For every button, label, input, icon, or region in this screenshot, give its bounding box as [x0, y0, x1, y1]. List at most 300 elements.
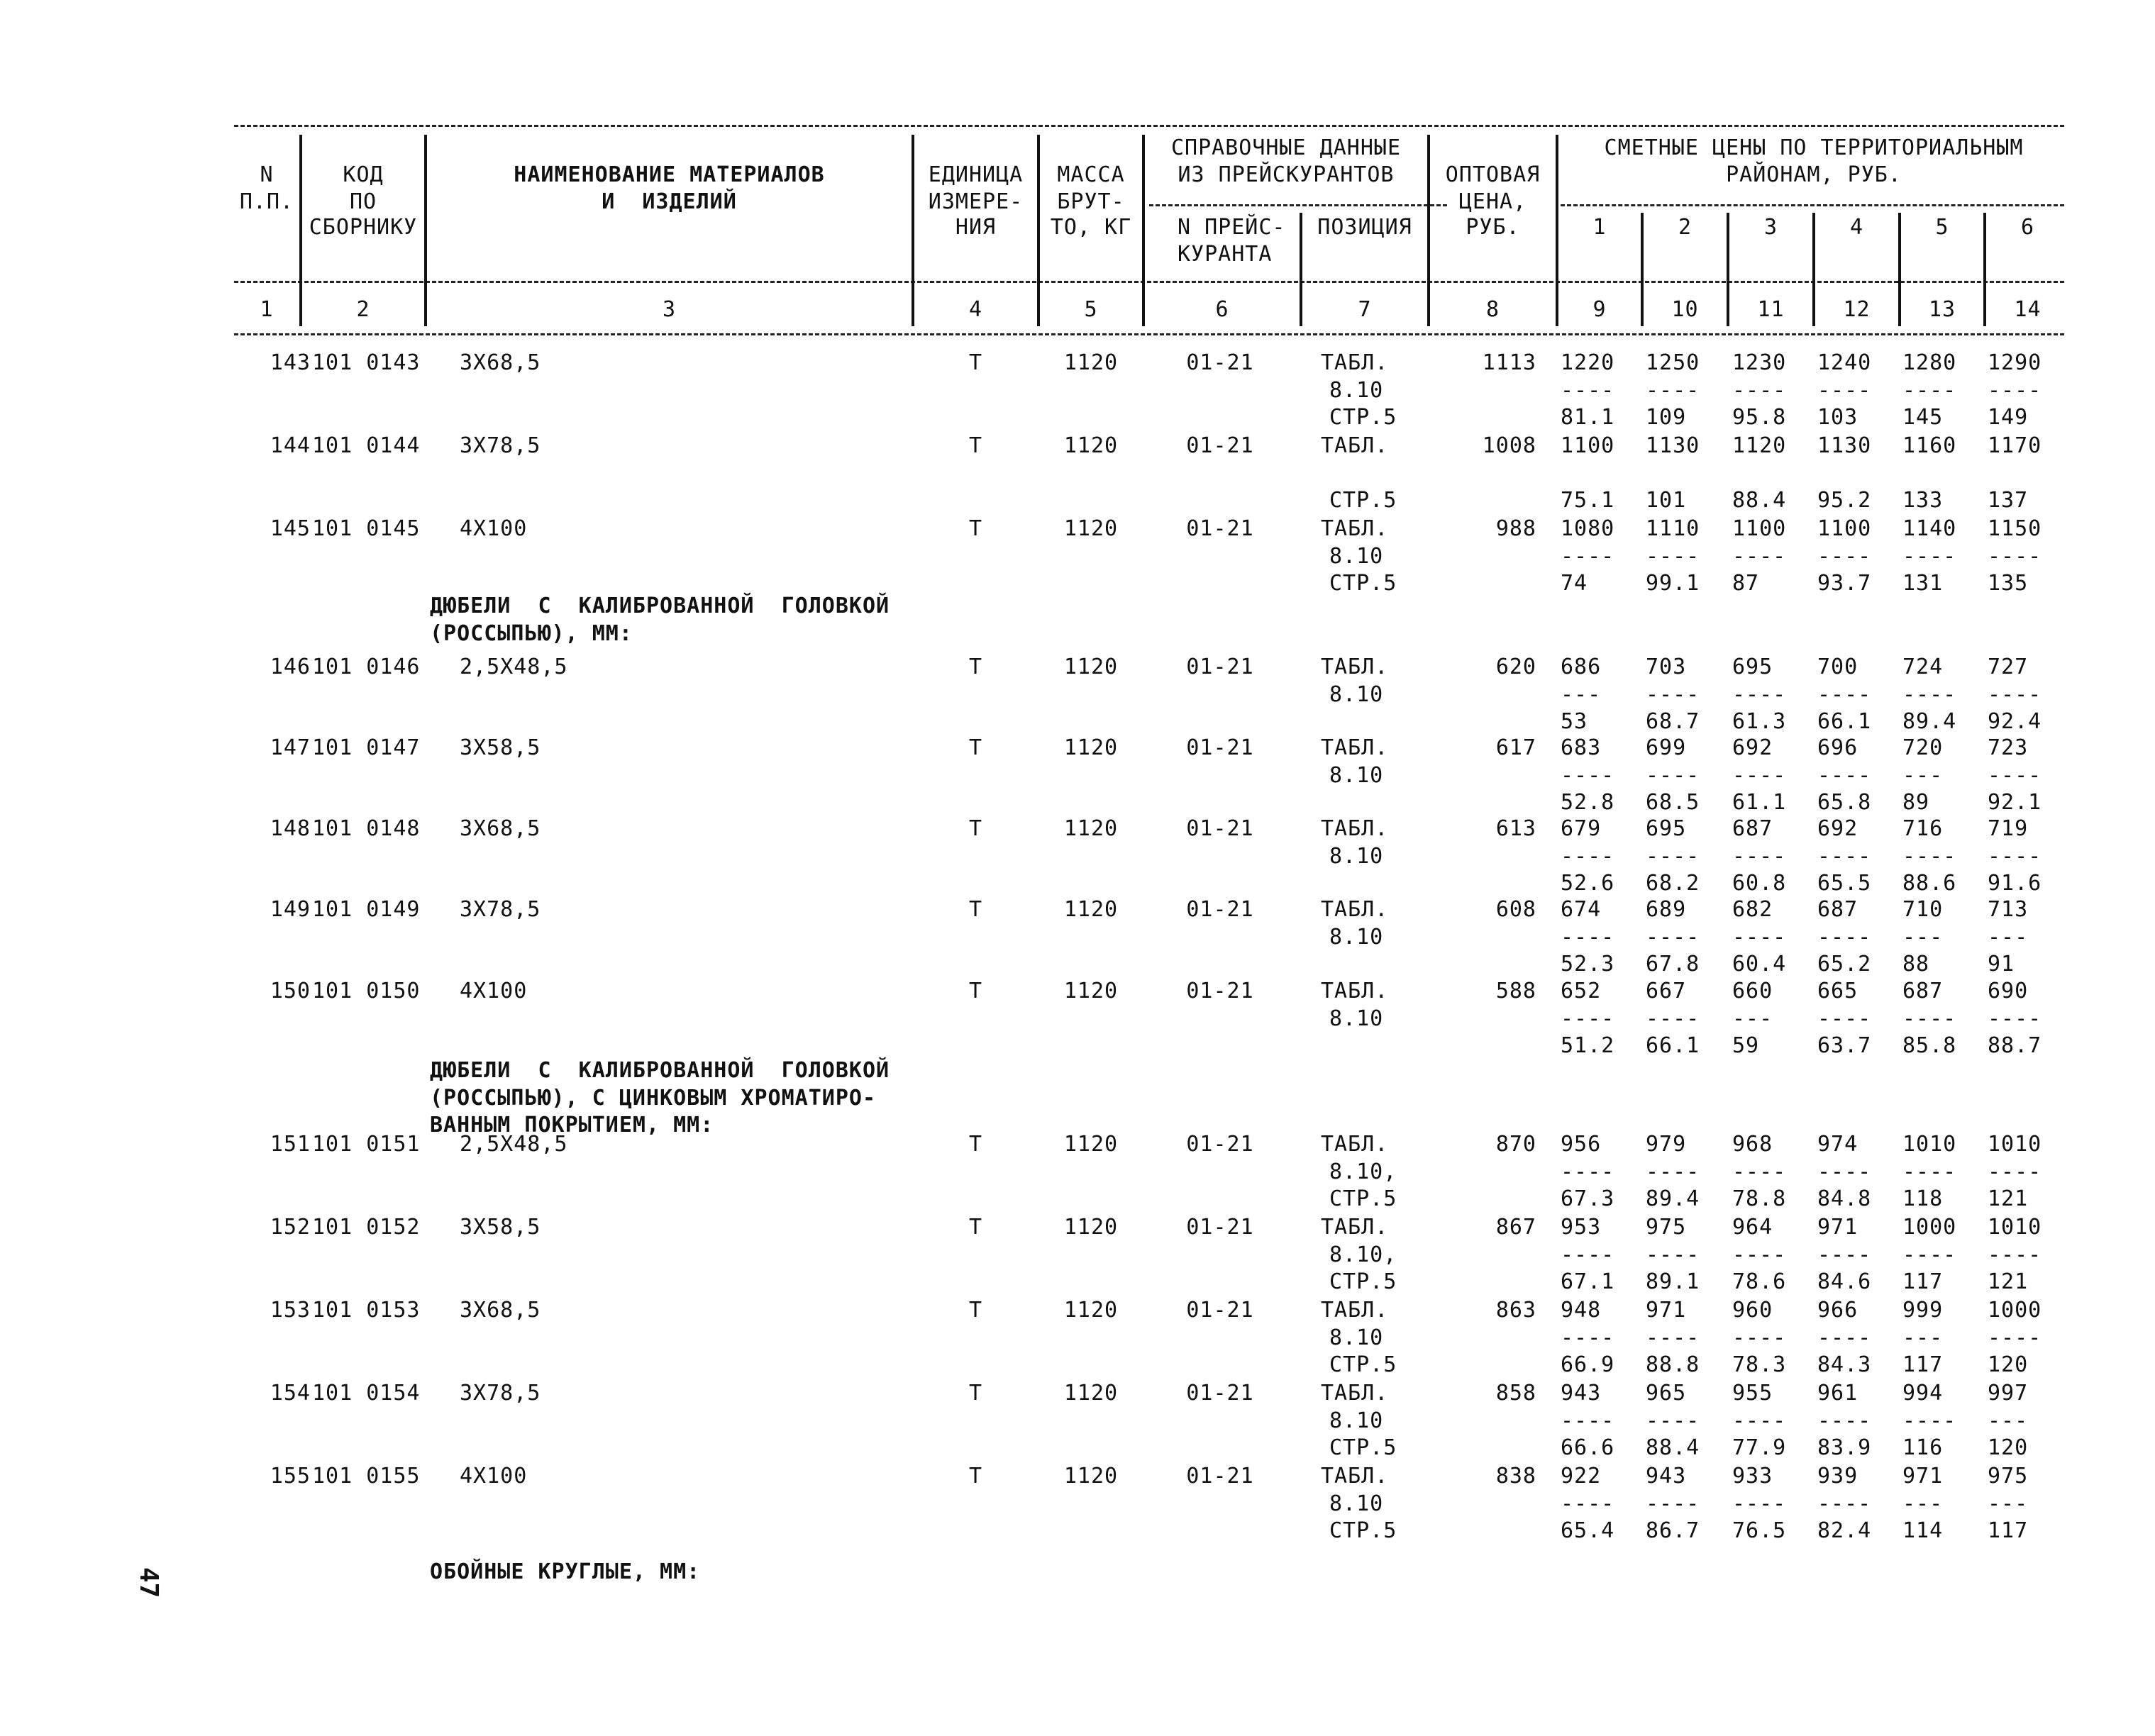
- row-price-dash: ----: [1817, 1491, 1872, 1516]
- row-code: 101 0144: [312, 433, 421, 458]
- row-wholesale: 613: [1495, 816, 1536, 841]
- row-price-sub: 67.1: [1561, 1269, 1615, 1294]
- row-unit: Т: [968, 1464, 983, 1489]
- row-price-dash: ----: [1561, 762, 1615, 788]
- row-price: 997: [1988, 1381, 2029, 1406]
- row-price-dash: ---: [1561, 681, 1602, 707]
- row-mass: 1120: [1063, 735, 1119, 760]
- row-price-sub: 59: [1732, 1033, 1760, 1058]
- row-price-dash: ----: [1561, 543, 1615, 569]
- row-price-sub: 88.4: [1732, 488, 1787, 513]
- row-unit: Т: [968, 897, 983, 922]
- header-price-group-line1: СМЕТНЫЕ ЦЕНЫ ПО ТЕРРИТОРИАЛЬНЫМ: [1604, 135, 2024, 160]
- row-position: ТАБЛ.: [1321, 350, 1389, 375]
- row-price-sub: 83.9: [1817, 1435, 1872, 1460]
- row-price: 994: [1902, 1381, 1944, 1406]
- row-unit: Т: [968, 1132, 983, 1157]
- row-price-sub: 89.1: [1646, 1269, 1700, 1294]
- row-price-sub: 120: [1988, 1352, 2029, 1377]
- row-price-sub: 109: [1646, 405, 1687, 430]
- row-price: 696: [1817, 735, 1858, 760]
- row-name: 3X58,5: [460, 735, 541, 760]
- row-price: 955: [1732, 1381, 1773, 1406]
- row-price: 686: [1561, 655, 1602, 679]
- header-col5-line3: ТО, КГ: [1050, 215, 1132, 240]
- header-col6-line1: N ПРЕЙС-: [1178, 215, 1286, 240]
- row-price: 1230: [1732, 350, 1787, 375]
- row-price: 660: [1732, 979, 1773, 1003]
- row-code: 101 0147: [312, 735, 421, 760]
- row-price-sub: 65.4: [1561, 1518, 1615, 1543]
- row-price: 682: [1732, 897, 1773, 922]
- header-top-rule: [234, 125, 2064, 127]
- row-price-dash: ----: [1732, 1242, 1787, 1267]
- row-position: СТР.5: [1329, 405, 1397, 430]
- row-price-dash: ---: [1902, 1325, 1944, 1350]
- row-mass: 1120: [1063, 350, 1119, 375]
- section-heading: ОБОЙНЫЕ КРУГЛЫЕ, ММ:: [430, 1559, 701, 1584]
- row-position: ТАБЛ.: [1321, 816, 1389, 841]
- row-price-dash: ----: [1902, 843, 1957, 869]
- row-price-dash: ----: [1817, 543, 1872, 569]
- row-price: 689: [1646, 897, 1687, 922]
- row-price: 727: [1988, 655, 2029, 679]
- row-mass: 1120: [1063, 1298, 1119, 1323]
- row-number: 145: [270, 516, 311, 541]
- row-price-dash: ----: [1902, 1006, 1957, 1031]
- row-position: 8.10: [1329, 924, 1384, 950]
- row-position: 8.10: [1329, 1408, 1384, 1433]
- row-price-dash: ----: [1902, 1408, 1957, 1433]
- row-price-dash: ----: [1732, 1325, 1787, 1350]
- row-price: 1250: [1646, 350, 1700, 375]
- row-position: ТАБЛ.: [1321, 897, 1389, 922]
- row-price: 679: [1561, 816, 1602, 841]
- row-price: 1160: [1902, 433, 1957, 458]
- header-region-4: 4: [1849, 215, 1864, 240]
- row-price-dash: ----: [1817, 681, 1872, 707]
- row-name: 2,5X48,5: [460, 1132, 568, 1157]
- row-price-dash: ----: [1646, 843, 1700, 869]
- row-price-dash: ----: [1988, 1006, 2042, 1031]
- row-price-dash: ----: [1817, 1325, 1872, 1350]
- row-position: ТАБЛ.: [1321, 1215, 1389, 1240]
- row-position: 8.10: [1329, 1491, 1384, 1516]
- header-price-group-line2: РАЙОНАМ, РУБ.: [1726, 162, 1902, 187]
- row-price-dash: ----: [1902, 1159, 1957, 1184]
- row-mass: 1120: [1063, 1132, 1119, 1157]
- row-price-dash: ---: [1902, 762, 1944, 788]
- row-price-dash: ----: [1561, 1408, 1615, 1433]
- row-price-dash: ---: [1902, 1491, 1944, 1516]
- row-number: 148: [270, 816, 311, 841]
- row-price-dash: ----: [1988, 1325, 2042, 1350]
- row-position: ТАБЛ.: [1321, 1381, 1389, 1406]
- header-col1-line1: N: [260, 162, 274, 187]
- row-price-sub: 60.4: [1732, 952, 1787, 976]
- row-price: 1290: [1988, 350, 2042, 375]
- row-price-sub: 89.4: [1902, 709, 1957, 734]
- row-pricelist: 01-21: [1186, 516, 1254, 541]
- row-price-sub: 77.9: [1732, 1435, 1787, 1460]
- row-price-sub: 93.7: [1817, 571, 1872, 596]
- row-name: 3X78,5: [460, 1381, 541, 1406]
- row-pricelist: 01-21: [1186, 655, 1254, 679]
- row-price: 1010: [1988, 1215, 2042, 1240]
- row-price-sub: 53: [1561, 709, 1588, 734]
- row-price-sub: 84.6: [1817, 1269, 1872, 1294]
- row-code: 101 0143: [312, 350, 421, 375]
- header-col2-line2: ПО: [349, 189, 377, 214]
- row-price-sub: 81.1: [1561, 405, 1615, 430]
- row-wholesale: 867: [1495, 1215, 1536, 1240]
- row-name: 3X68,5: [460, 816, 541, 841]
- row-price: 1010: [1902, 1132, 1957, 1157]
- row-wholesale: 1008: [1482, 433, 1536, 458]
- row-price: 687: [1732, 816, 1773, 841]
- row-pricelist: 01-21: [1186, 1381, 1254, 1406]
- row-unit: Т: [968, 655, 983, 679]
- row-code: 101 0145: [312, 516, 421, 541]
- row-price-dash: ----: [1646, 681, 1700, 707]
- row-price-sub: 101: [1646, 488, 1687, 513]
- header-col4-line2: ИЗМЕРЕ-: [928, 189, 1024, 214]
- row-price: 1010: [1988, 1132, 2042, 1157]
- row-price-sub: 120: [1988, 1435, 2029, 1460]
- row-unit: Т: [968, 433, 983, 458]
- header-col-number: 2: [356, 297, 370, 322]
- row-price-dash: ----: [1988, 843, 2042, 869]
- row-price-dash: ----: [1988, 1242, 2042, 1267]
- row-number: 154: [270, 1381, 311, 1406]
- row-price: 975: [1988, 1464, 2029, 1489]
- row-code: 101 0149: [312, 897, 421, 922]
- row-price: 974: [1817, 1132, 1858, 1157]
- row-name: 4X100: [460, 516, 528, 541]
- row-unit: Т: [968, 1298, 983, 1323]
- row-price: 703: [1646, 655, 1687, 679]
- row-price-sub: 117: [1902, 1269, 1944, 1294]
- row-price: 667: [1646, 979, 1687, 1003]
- row-wholesale: 863: [1495, 1298, 1536, 1323]
- row-wholesale: 988: [1495, 516, 1536, 541]
- row-price: 687: [1817, 897, 1858, 922]
- row-number: 143: [270, 350, 311, 375]
- row-mass: 1120: [1063, 1215, 1119, 1240]
- section-heading: ВАННЫМ ПОКРЫТИЕМ, ММ:: [430, 1113, 714, 1137]
- row-price: 961: [1817, 1381, 1858, 1406]
- row-price-sub: 68.7: [1646, 709, 1700, 734]
- row-mass: 1120: [1063, 1464, 1119, 1489]
- row-number: 147: [270, 735, 311, 760]
- row-position: ТАБЛ.: [1321, 1298, 1389, 1323]
- row-price-sub: 87: [1732, 571, 1760, 596]
- row-price: 953: [1561, 1215, 1602, 1240]
- row-pricelist: 01-21: [1186, 433, 1254, 458]
- row-price-sub: 66.1: [1646, 1033, 1700, 1058]
- row-price-dash: ---: [1732, 1006, 1773, 1031]
- row-code: 101 0152: [312, 1215, 421, 1240]
- row-unit: Т: [968, 516, 983, 541]
- header-col-number: 3: [662, 297, 677, 322]
- row-price-sub: 52.6: [1561, 871, 1615, 896]
- row-price: 939: [1817, 1464, 1858, 1489]
- row-wholesale: 858: [1495, 1381, 1536, 1406]
- row-wholesale: 617: [1495, 735, 1536, 760]
- row-price-sub: 51.2: [1561, 1033, 1615, 1058]
- row-name: 3X68,5: [460, 350, 541, 375]
- row-price-sub: 88.6: [1902, 871, 1957, 896]
- header-col3-line1: НАИМЕНОВАНИЕ МАТЕРИАЛОВ: [514, 162, 825, 187]
- row-price-dash: ----: [1646, 762, 1700, 788]
- row-position: 8.10,: [1329, 1159, 1397, 1184]
- row-pricelist: 01-21: [1186, 979, 1254, 1003]
- header-col-number: 12: [1843, 297, 1871, 322]
- row-price-dash: ----: [1646, 377, 1700, 403]
- header-col-number: 4: [968, 297, 983, 322]
- row-position: ТАБЛ.: [1321, 655, 1389, 679]
- row-position: ТАБЛ.: [1321, 433, 1389, 458]
- row-price: 1130: [1646, 433, 1700, 458]
- row-position: 8.10: [1329, 1325, 1384, 1350]
- row-number: 151: [270, 1132, 311, 1157]
- row-price-sub: 74: [1561, 571, 1588, 596]
- row-price: 975: [1646, 1215, 1687, 1240]
- row-position: СТР.5: [1329, 1518, 1397, 1543]
- row-price-dash: ----: [1561, 1491, 1615, 1516]
- row-price-dash: ----: [1732, 1491, 1787, 1516]
- row-price-dash: ----: [1732, 762, 1787, 788]
- row-wholesale: 588: [1495, 979, 1536, 1003]
- row-price: 1100: [1817, 516, 1872, 541]
- row-price-sub: 84.8: [1817, 1186, 1872, 1211]
- row-price: 1130: [1817, 433, 1872, 458]
- row-price: 1170: [1988, 433, 2042, 458]
- price-group-rule: [1561, 204, 2064, 206]
- row-position: 8.10: [1329, 843, 1384, 869]
- header-mid-rule: [234, 281, 2064, 283]
- row-wholesale: 1113: [1482, 350, 1536, 375]
- header-col-number: 5: [1084, 297, 1098, 322]
- row-mass: 1120: [1063, 979, 1119, 1003]
- row-price-sub: 91.6: [1988, 871, 2042, 896]
- row-unit: Т: [968, 1215, 983, 1240]
- header-region-5: 5: [1935, 215, 1949, 240]
- row-price-dash: ----: [1732, 843, 1787, 869]
- header-col8-line2: ЦЕНА,: [1458, 189, 1527, 214]
- row-price-dash: ----: [1646, 543, 1700, 569]
- row-price-sub: 89.4: [1646, 1186, 1700, 1211]
- row-price-dash: ----: [1646, 924, 1700, 950]
- row-price-dash: ----: [1988, 681, 2042, 707]
- row-unit: Т: [968, 816, 983, 841]
- row-price-sub: 117: [1988, 1518, 2029, 1543]
- row-pricelist: 01-21: [1186, 350, 1254, 375]
- row-price-dash: ----: [1988, 762, 2042, 788]
- header-col-number: 6: [1215, 297, 1229, 322]
- row-price-sub: 84.3: [1817, 1352, 1872, 1377]
- header-col6-line2: КУРАНТА: [1178, 242, 1273, 267]
- header-region-6: 6: [2020, 215, 2035, 240]
- row-unit: Т: [968, 350, 983, 375]
- row-price-sub: 88.7: [1988, 1033, 2042, 1058]
- row-price: 1080: [1561, 516, 1615, 541]
- row-price-sub: 78.6: [1732, 1269, 1787, 1294]
- row-price: 965: [1646, 1381, 1687, 1406]
- header-col4-line1: ЕДИНИЦА: [928, 162, 1024, 187]
- header-col-number: 14: [2014, 297, 2042, 322]
- row-price: 979: [1646, 1132, 1687, 1157]
- header-region-2: 2: [1678, 215, 1693, 240]
- row-position: ТАБЛ.: [1321, 735, 1389, 760]
- row-price: 948: [1561, 1298, 1602, 1323]
- row-price: 1000: [1902, 1215, 1957, 1240]
- row-price-sub: 88.8: [1646, 1352, 1700, 1377]
- ref-group-rule: [1149, 204, 1447, 206]
- row-price-sub: 85.8: [1902, 1033, 1957, 1058]
- row-price: 716: [1902, 816, 1944, 841]
- row-price-dash: ----: [1646, 1408, 1700, 1433]
- row-price-dash: ---: [1902, 924, 1944, 950]
- row-price-dash: ----: [1902, 377, 1957, 403]
- row-price-sub: 145: [1902, 405, 1944, 430]
- row-price-sub: 68.5: [1646, 790, 1700, 815]
- row-price: 665: [1817, 979, 1858, 1003]
- row-position: ТАБЛ.: [1321, 1132, 1389, 1157]
- row-price-dash: ----: [1817, 377, 1872, 403]
- row-position: 8.10,: [1329, 1242, 1397, 1267]
- row-number: 152: [270, 1215, 311, 1240]
- row-price-sub: 103: [1817, 405, 1858, 430]
- header-col5-line2: БРУТ-: [1057, 189, 1125, 214]
- row-price-sub: 88: [1902, 952, 1930, 976]
- row-pricelist: 01-21: [1186, 1132, 1254, 1157]
- row-price-sub: 67.8: [1646, 952, 1700, 976]
- header-col5-line1: МАССА: [1057, 162, 1125, 187]
- row-price: 1240: [1817, 350, 1872, 375]
- row-price-dash: ----: [1817, 1242, 1872, 1267]
- row-price-sub: 92.4: [1988, 709, 2042, 734]
- row-code: 101 0150: [312, 979, 421, 1003]
- row-price-sub: 66.9: [1561, 1352, 1615, 1377]
- row-price: 933: [1732, 1464, 1773, 1489]
- row-price-dash: ----: [1817, 1006, 1872, 1031]
- row-price-sub: 91: [1988, 952, 2015, 976]
- row-price-sub: 131: [1902, 571, 1944, 596]
- row-price-dash: ----: [1646, 1242, 1700, 1267]
- row-price: 922: [1561, 1464, 1602, 1489]
- row-price-dash: ----: [1646, 1491, 1700, 1516]
- row-price: 699: [1646, 735, 1687, 760]
- row-price-dash: ----: [1988, 1159, 2042, 1184]
- row-price-sub: 118: [1902, 1186, 1944, 1211]
- row-price: 956: [1561, 1132, 1602, 1157]
- row-price: 674: [1561, 897, 1602, 922]
- row-pricelist: 01-21: [1186, 897, 1254, 922]
- header-col8-line1: ОПТОВАЯ: [1445, 162, 1541, 187]
- row-code: 101 0146: [312, 655, 421, 679]
- row-price-sub: 133: [1902, 488, 1944, 513]
- header-col8-line3: РУБ.: [1466, 215, 1520, 240]
- row-price: 713: [1988, 897, 2029, 922]
- row-price-dash: ----: [1817, 843, 1872, 869]
- row-price-dash: ----: [1732, 1408, 1787, 1433]
- row-position: СТР.5: [1329, 571, 1397, 596]
- row-position: СТР.5: [1329, 1269, 1397, 1294]
- row-price: 1000: [1988, 1298, 2042, 1323]
- row-price-dash: ----: [1902, 681, 1957, 707]
- row-name: 3X58,5: [460, 1215, 541, 1240]
- row-position: СТР.5: [1329, 1186, 1397, 1211]
- row-pricelist: 01-21: [1186, 1298, 1254, 1323]
- row-price-sub: 95.8: [1732, 405, 1787, 430]
- header-col4-line3: НИЯ: [955, 215, 997, 240]
- row-price: 1150: [1988, 516, 2042, 541]
- row-price: 971: [1646, 1298, 1687, 1323]
- row-price-dash: ----: [1561, 377, 1615, 403]
- row-wholesale: 620: [1495, 655, 1536, 679]
- row-price-sub: 52.8: [1561, 790, 1615, 815]
- row-price-dash: ----: [1988, 377, 2042, 403]
- row-price-sub: 78.3: [1732, 1352, 1787, 1377]
- row-price: 1280: [1902, 350, 1957, 375]
- row-pricelist: 01-21: [1186, 1464, 1254, 1489]
- row-name: 4X100: [460, 1464, 528, 1489]
- row-price: 720: [1902, 735, 1944, 760]
- row-price: 966: [1817, 1298, 1858, 1323]
- row-pricelist: 01-21: [1186, 816, 1254, 841]
- row-unit: Т: [968, 735, 983, 760]
- row-number: 146: [270, 655, 311, 679]
- row-price-sub: 99.1: [1646, 571, 1700, 596]
- row-pricelist: 01-21: [1186, 1215, 1254, 1240]
- row-price-dash: ----: [1988, 543, 2042, 569]
- row-price: 724: [1902, 655, 1944, 679]
- row-price-sub: 82.4: [1817, 1518, 1872, 1543]
- row-price-sub: 65.5: [1817, 871, 1872, 896]
- row-price: 690: [1988, 979, 2029, 1003]
- row-price-dash: ----: [1561, 1242, 1615, 1267]
- row-price-dash: ----: [1732, 924, 1787, 950]
- row-wholesale: 870: [1495, 1132, 1536, 1157]
- row-code: 101 0148: [312, 816, 421, 841]
- row-mass: 1120: [1063, 1381, 1119, 1406]
- header-col-number: 7: [1358, 297, 1372, 322]
- row-price-dash: ----: [1817, 1408, 1872, 1433]
- header-ref-group-line1: СПРАВОЧНЫЕ ДАННЫЕ: [1170, 135, 1402, 160]
- row-code: 101 0155: [312, 1464, 421, 1489]
- row-price: 1100: [1732, 516, 1787, 541]
- row-price: 1110: [1646, 516, 1700, 541]
- row-position: ТАБЛ.: [1321, 979, 1389, 1003]
- row-name: 2,5X48,5: [460, 655, 568, 679]
- row-number: 155: [270, 1464, 311, 1489]
- header-col-number: 13: [1928, 297, 1956, 322]
- row-price-dash: ----: [1902, 1242, 1957, 1267]
- row-position: 8.10: [1329, 377, 1384, 403]
- row-price-sub: 121: [1988, 1186, 2029, 1211]
- row-price-dash: ----: [1817, 924, 1872, 950]
- row-price-sub: 88.4: [1646, 1435, 1700, 1460]
- row-price-sub: 89: [1902, 790, 1930, 815]
- row-price-dash: ----: [1561, 1006, 1615, 1031]
- row-price-sub: 61.1: [1732, 790, 1787, 815]
- row-price-dash: ----: [1646, 1006, 1700, 1031]
- row-price: 692: [1732, 735, 1773, 760]
- row-unit: Т: [968, 1381, 983, 1406]
- row-price-sub: 95.2: [1817, 488, 1872, 513]
- header-ref-group-line2: ИЗ ПРЕЙСКУРАНТОВ: [1178, 162, 1395, 187]
